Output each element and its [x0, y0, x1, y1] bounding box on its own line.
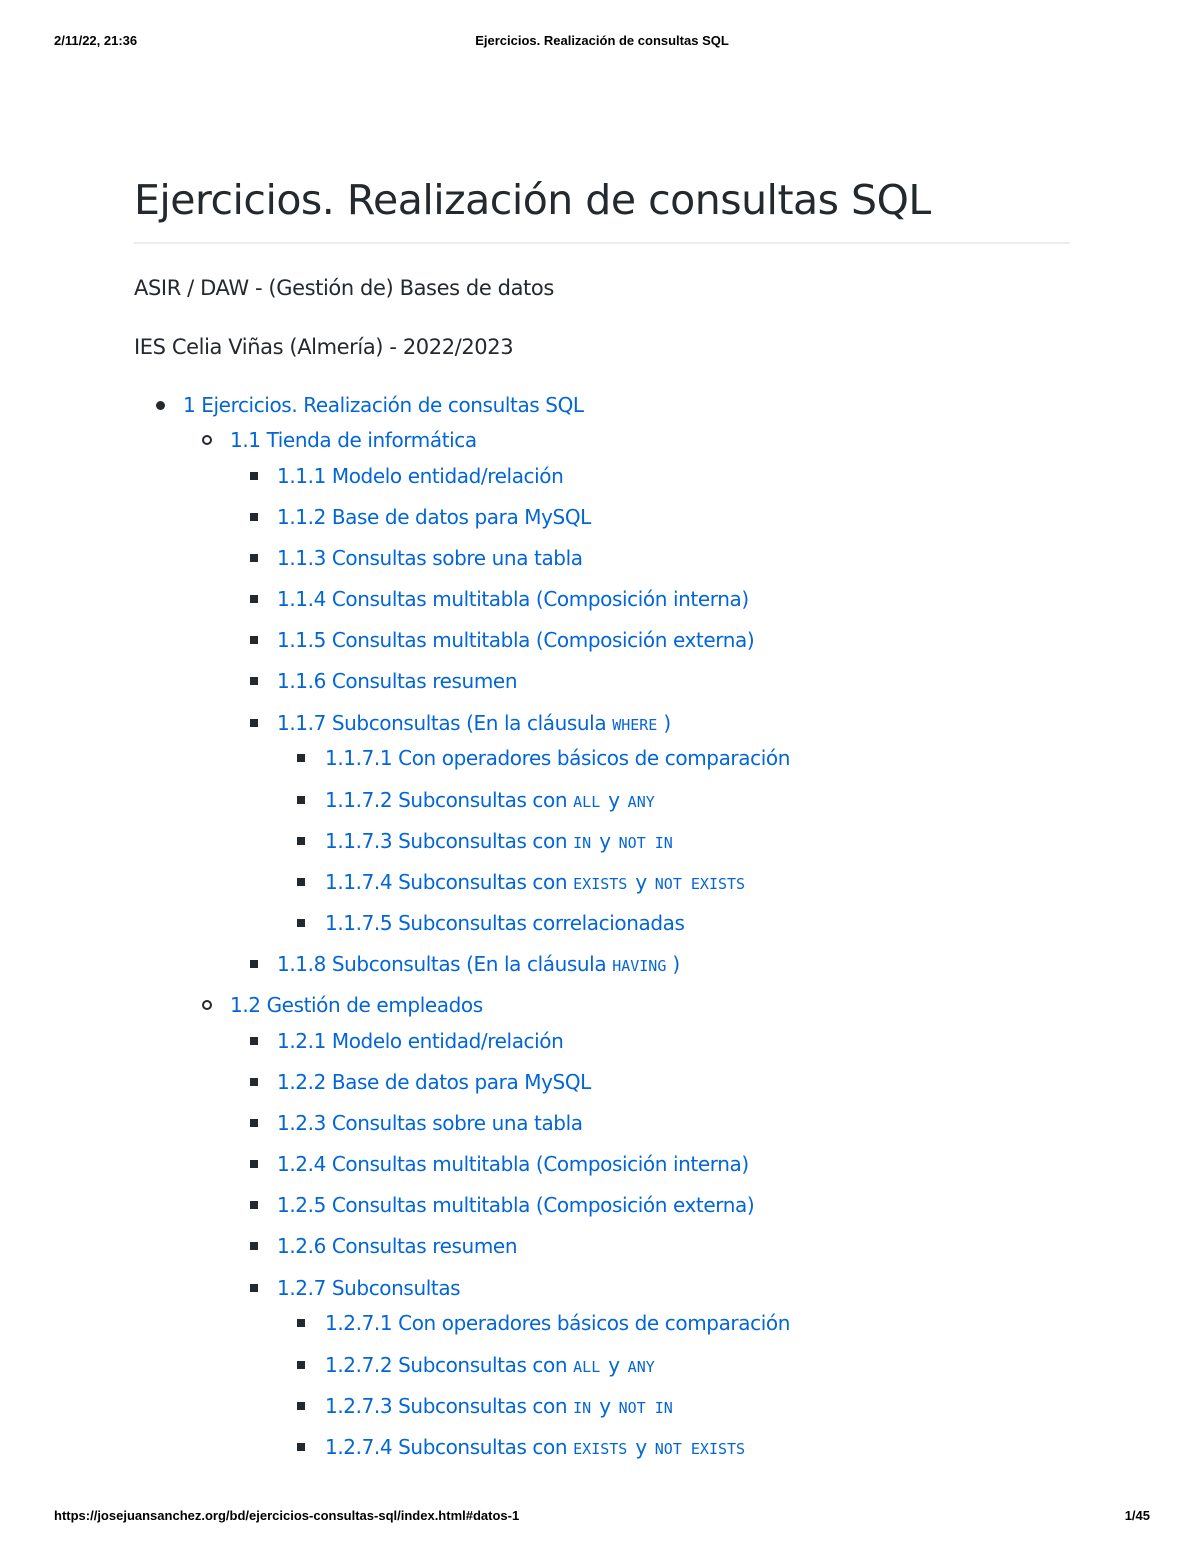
toc-link[interactable] — [325, 1350, 661, 1382]
toc-code-keyword: ALL — [573, 793, 601, 811]
toc-link-label: 1.1.4 Consultas multitabla (Composición interna) — [277, 587, 749, 611]
square-bullet-icon — [250, 1119, 258, 1127]
toc-link[interactable] — [277, 543, 583, 573]
toc-link-label: 1.2.7 Subconsultas — [277, 1276, 461, 1300]
toc-link-label: 1.1.8 Subconsultas (En la cláusula — [277, 952, 607, 976]
toc-code-keyword: NOT EXISTS — [654, 1440, 746, 1458]
square-bullet-icon — [250, 1078, 258, 1086]
toc-link[interactable] — [277, 461, 563, 491]
toc-code-keyword: IN — [573, 1399, 592, 1417]
toc-link[interactable] — [325, 826, 679, 858]
toc-link[interactable] — [325, 1308, 790, 1338]
toc-link-label: 1.1.7.2 Subconsultas con — [325, 788, 568, 812]
toc-link-label: 1.2.2 Base de datos para MySQL — [277, 1070, 591, 1094]
toc-link-label: 1.2.1 Modelo entidad/relación — [277, 1029, 564, 1053]
square-bullet-icon — [250, 1284, 258, 1292]
document-content — [134, 170, 1070, 359]
toc-link-label: 1.1.7 Subconsultas (En la cláusula — [277, 711, 607, 735]
square-bullet-icon — [297, 1402, 305, 1410]
school-subtitle: IES Celia Viñas (Almería) - 2022/2023 — [134, 335, 514, 359]
toc-conjunction: y — [635, 870, 647, 894]
toc-link[interactable] — [230, 990, 483, 1020]
toc-link[interactable] — [277, 1190, 754, 1220]
square-bullet-icon — [297, 1319, 305, 1327]
toc-code-keyword: EXISTS — [573, 875, 628, 893]
toc-link-label: 1.1.7.5 Subconsultas correlacionadas — [325, 911, 685, 935]
square-bullet-icon — [250, 472, 258, 480]
square-bullet-icon — [297, 796, 305, 804]
toc-code-keyword: IN — [573, 834, 592, 852]
toc-link-label: 1.1.6 Consultas resumen — [277, 669, 518, 693]
toc-link[interactable] — [325, 1391, 679, 1423]
square-bullet-icon — [297, 837, 305, 845]
square-bullet-icon — [250, 719, 258, 727]
toc-link-label: 1.1.7.1 Con operadores básicos de comparación — [325, 746, 790, 770]
square-bullet-icon — [297, 919, 305, 927]
toc-link[interactable] — [277, 1067, 591, 1097]
toc-link[interactable] — [277, 1273, 460, 1303]
toc-link-label: 1.2.7.3 Subconsultas con — [325, 1394, 568, 1418]
print-footer — [54, 1508, 1150, 1526]
toc-conjunction: y — [599, 1394, 611, 1418]
course-subtitle: ASIR / DAW - (Gestión de) Bases de datos — [134, 276, 554, 300]
toc-link[interactable] — [277, 1026, 563, 1056]
square-bullet-icon — [250, 677, 258, 685]
toc-link[interactable] — [325, 908, 685, 938]
toc-link-label: 1.2 Gestión de empleados — [230, 993, 483, 1017]
toc-link-label: 1.1.5 Consultas multitabla (Composición externa) — [277, 628, 755, 652]
toc-link-label: 1.2.6 Consultas resumen — [277, 1234, 518, 1258]
circle-bullet-icon — [202, 435, 212, 445]
toc-link-label: 1.2.7.2 Subconsultas con — [325, 1353, 568, 1377]
toc-link-label: 1 Ejercicios. Realización de consultas SQL — [183, 393, 584, 417]
toc-link[interactable] — [325, 743, 790, 773]
toc-conjunction: y — [599, 829, 611, 853]
toc-link[interactable] — [277, 666, 517, 696]
toc-link[interactable] — [183, 390, 584, 420]
toc-link-label: 1.1.2 Base de datos para MySQL — [277, 505, 591, 529]
toc-link[interactable] — [277, 502, 591, 532]
square-bullet-icon — [297, 878, 305, 886]
square-bullet-icon — [297, 754, 305, 762]
square-bullet-icon — [250, 636, 258, 644]
toc-code-keyword: EXISTS — [573, 1440, 628, 1458]
square-bullet-icon — [250, 554, 258, 562]
square-bullet-icon — [250, 595, 258, 603]
toc-link-label: 1.2.5 Consultas multitabla (Composición externa) — [277, 1193, 755, 1217]
toc-link[interactable] — [325, 785, 661, 817]
toc-link-label: 1.2.3 Consultas sobre una tabla — [277, 1111, 583, 1135]
toc-link[interactable] — [325, 867, 751, 899]
toc-suffix: ) — [672, 952, 680, 976]
toc-link-label: 1.2.7.1 Con operadores básicos de comparación — [325, 1311, 790, 1335]
toc-code-keyword: NOT IN — [618, 834, 673, 852]
print-title: Ejercicios. Realización de consultas SQL — [475, 33, 729, 48]
square-bullet-icon — [250, 1037, 258, 1045]
page-title: Ejercicios. Realización de consultas SQL — [134, 170, 1070, 244]
toc-link-label: 1.1.7.4 Subconsultas con — [325, 870, 568, 894]
toc-link[interactable] — [277, 949, 680, 981]
toc-link-label: 1.1.7.3 Subconsultas con — [325, 829, 568, 853]
toc-link-label: 1.2.4 Consultas multitabla (Composición interna) — [277, 1152, 749, 1176]
square-bullet-icon — [250, 1160, 258, 1168]
toc-code-keyword: ALL — [573, 1358, 601, 1376]
circle-bullet-icon — [202, 1000, 212, 1010]
toc-link-label: 1.1.1 Modelo entidad/relación — [277, 464, 564, 488]
toc-link-label: 1.2.7.4 Subconsultas con — [325, 1435, 568, 1459]
page-number: 1/45 — [1124, 1508, 1150, 1523]
square-bullet-icon — [250, 1242, 258, 1250]
toc-link-label: 1.1.3 Consultas sobre una tabla — [277, 546, 583, 570]
print-url: https://josejuansanchez.org/bd/ejercicios-consultas-sql/index.html#datos-1 — [54, 1508, 520, 1523]
toc-code-keyword: HAVING — [612, 957, 667, 975]
toc-code-keyword: NOT EXISTS — [654, 875, 746, 893]
toc-conjunction: y — [608, 788, 620, 812]
toc-link[interactable] — [325, 1432, 751, 1464]
toc-link[interactable] — [277, 1108, 583, 1138]
square-bullet-icon — [297, 1361, 305, 1369]
toc-link-label: 1.1 Tienda de informática — [230, 428, 477, 452]
toc-conjunction: y — [608, 1353, 620, 1377]
print-datetime: 2/11/22, 21:36 — [54, 33, 138, 48]
square-bullet-icon — [250, 513, 258, 521]
print-header — [54, 33, 1150, 51]
square-bullet-icon — [250, 960, 258, 968]
toc-code-keyword: WHERE — [612, 716, 658, 734]
disc-bullet-icon — [156, 401, 165, 410]
toc-link[interactable] — [230, 425, 477, 455]
square-bullet-icon — [250, 1201, 258, 1209]
toc-suffix: ) — [663, 711, 671, 735]
toc-link[interactable] — [277, 584, 749, 614]
toc-code-keyword: ANY — [627, 793, 655, 811]
toc-link[interactable] — [277, 1149, 749, 1179]
toc-code-keyword: NOT IN — [618, 1399, 673, 1417]
toc-link[interactable] — [277, 625, 754, 655]
toc-link[interactable] — [277, 708, 671, 740]
toc-conjunction: y — [635, 1435, 647, 1459]
toc-code-keyword: ANY — [627, 1358, 655, 1376]
square-bullet-icon — [297, 1443, 305, 1451]
toc-link[interactable] — [277, 1231, 517, 1261]
